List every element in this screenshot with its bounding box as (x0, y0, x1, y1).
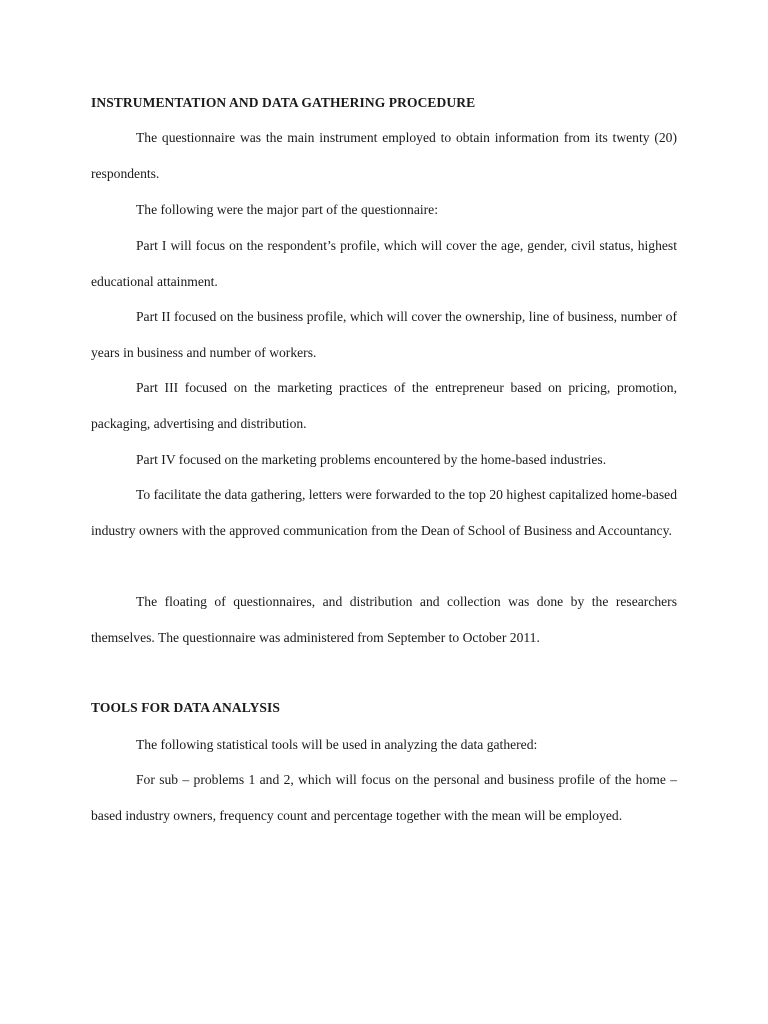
paragraph-statistical-tools: The following statistical tools will be used in analyzing the data gathered: (136, 737, 538, 752)
paragraph-questionnaire-main: The questionnaire was the main instrument employed to obtain information from its twenty (20) respondents. (91, 130, 677, 181)
section-heading-instrumentation: INSTRUMENTATION AND DATA GATHERING PROCEDURE (91, 95, 476, 110)
paragraph-part-four: Part IV focused on the marketing problems encountered by the home-based industries. (136, 452, 607, 467)
paragraph-part-three: Part III focused on the marketing practices of the entrepreneur based on pricing, promotion, packaging, advertising and distribution. (91, 380, 677, 431)
paragraph-questionnaire-distribution: The floating of questionnaires, and distribution and collection was done by the researchers themselves. The questionnaire was administered from September to October 2011. (91, 594, 677, 645)
paragraph-part-two: Part II focused on the business profile, which will cover the ownership, line of business, number of years in business and number of workers. (91, 309, 677, 360)
paragraph-sub-problems: For sub – problems 1 and 2, which will focus on the personal and business profile of the home – based industry owners, frequency count and percentage together with the mean will be employed. (91, 772, 677, 823)
paragraph-part-one: Part I will focus on the respondent’s profile, which will cover the age, gender, civil status, highest educational attainment. (91, 238, 677, 289)
section-heading-tools: TOOLS FOR DATA ANALYSIS (91, 700, 280, 715)
paragraph-data-gathering-letters: To facilitate the data gathering, letters were forwarded to the top 20 highest capitalized home-based industry owners with the approved communication from the Dean of School of Business and Accountancy. (91, 487, 677, 538)
paragraph-major-parts: The following were the major part of the questionnaire: (136, 202, 438, 217)
